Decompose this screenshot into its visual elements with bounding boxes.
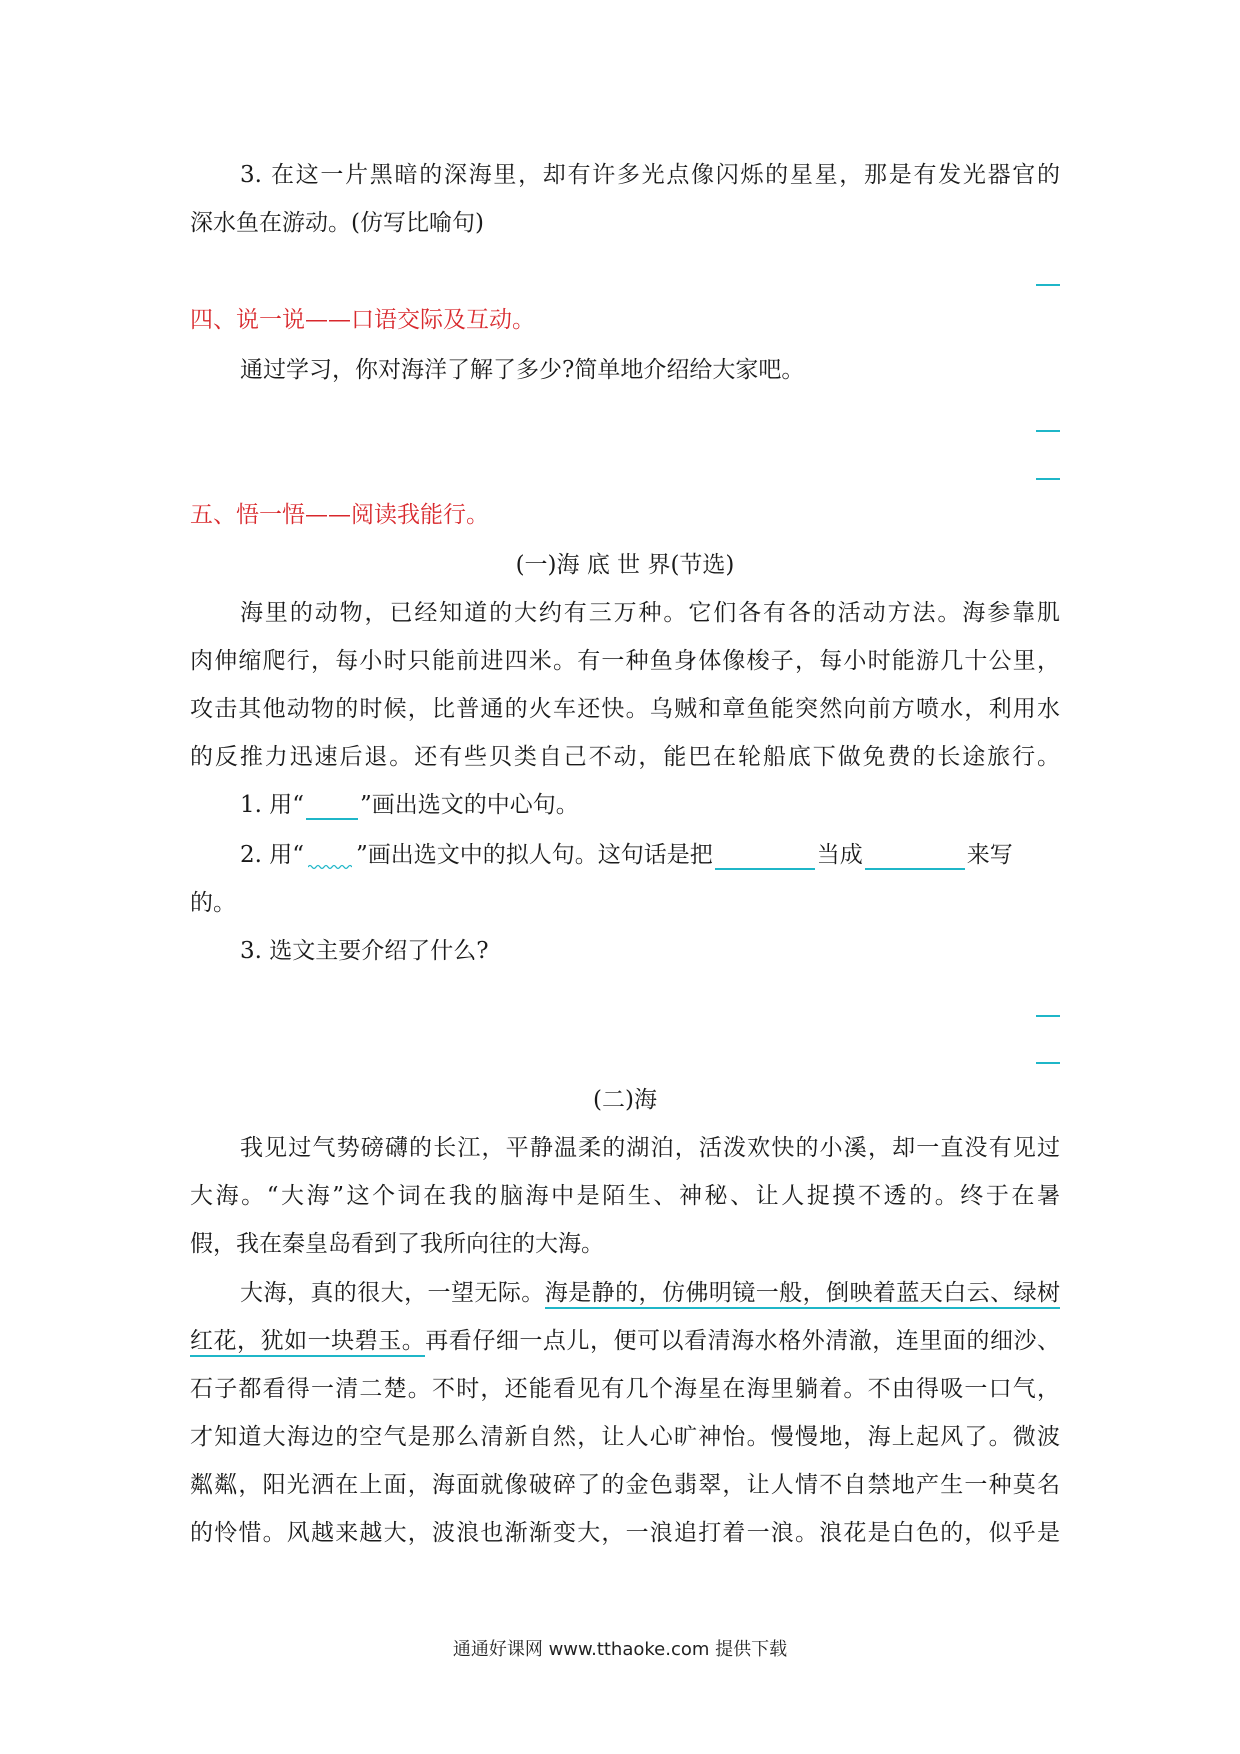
answer-blank-s4-2[interactable] xyxy=(1036,478,1060,480)
section-4-prompt: 通过学习，你对海洋了解了多少?简单地介绍给大家吧。 xyxy=(240,357,805,383)
passage-2-p2-line-3: 石子都看得一清二楚。不时，还能看见有几个海星在海里躺着。不由得吸一口气， xyxy=(190,1376,1060,1402)
p2-underlined-2: 红花，犹如一块碧玉。 xyxy=(190,1328,425,1357)
q2-dangcheng: 当成 xyxy=(816,842,863,868)
q2-before: 2. 用“ xyxy=(240,842,305,868)
passage-2-p2-line-4: 才知道大海边的空气是那么清新自然，让人心旷神怡。慢慢地，海上起风了。微波 xyxy=(190,1424,1060,1450)
passage-2-title: (二)海 xyxy=(593,1087,657,1113)
q2-laixie: 来写 xyxy=(966,842,1013,868)
q1-after: ”画出选文的中心句。 xyxy=(360,792,579,818)
passage-1-line-2: 肉伸缩爬行，每小时只能前进四米。有一种鱼身体像梭子，每小时能游几十公里， xyxy=(190,648,1060,674)
p2-start: 大海，真的很大，一望无际。 xyxy=(240,1280,545,1306)
p2-after-underline: 再看仔细一点儿，便可以看清海水格外清澈，连里面的细沙、 xyxy=(425,1328,1061,1354)
passage-1-title: (一)海 底 世 界(节选) xyxy=(515,552,735,578)
passage-2-p1-line-2: 大海。“大海”这个词在我的脑海中是陌生、神秘、让人捉摸不透的。终于在暑 xyxy=(190,1183,1060,1209)
passage-2-p2-line-6: 的怜惜。风越来越大，波浪也渐渐变大，一浪追打着一浪。浪花是白色的，似乎是 xyxy=(190,1520,1060,1546)
passage-2-p1-line-1: 我见过气势磅礴的长江，平静温柔的湖泊，活泼欢快的小溪，却一直没有见过 xyxy=(240,1135,1060,1161)
q3-line-2: 深水鱼在游动。(仿写比喻句) xyxy=(190,210,484,236)
section-4-heading: 四、说一说——口语交际及互动。 xyxy=(190,307,535,333)
passage-1-q2-line-2: 的。 xyxy=(190,890,236,916)
p2-underlined-1: 海是静的，仿佛明镜一般，倒映着蓝天白云、绿树 xyxy=(545,1280,1060,1309)
passage-2-p2-line-5: 粼粼，阳光洒在上面，海面就像破碎了的金色翡翠，让人情不自禁地产生一种莫名 xyxy=(190,1472,1060,1498)
passage-2-p2-line-1 xyxy=(240,1278,1060,1308)
answer-blank-s4-1[interactable] xyxy=(1036,430,1060,432)
q1-before: 1. 用“ xyxy=(240,792,305,818)
passage-1-q1 xyxy=(240,790,1060,820)
passage-2-p1-line-3: 假，我在秦皇岛看到了我所向往的大海。 xyxy=(190,1231,604,1257)
answer-blank-p1q3-2[interactable] xyxy=(1036,1062,1060,1064)
answer-blank-p1q3-1[interactable] xyxy=(1036,1015,1060,1017)
q2-middle: ”画出选文中的拟人句。这句话是把 xyxy=(356,842,713,868)
passage-1-line-1: 海里的动物，已经知道的大约有三万种。它们各有各的活动方法。海参靠肌 xyxy=(240,600,1060,626)
passage-2-p2-line-2 xyxy=(190,1326,1060,1356)
answer-blank-q3[interactable] xyxy=(1036,284,1060,286)
answer-blank-q2-a[interactable] xyxy=(715,844,815,870)
answer-blank-q2-b[interactable] xyxy=(865,844,965,870)
passage-1-q3: 3. 选文主要介绍了什么? xyxy=(240,938,489,964)
wavy-underline-sample xyxy=(304,846,356,870)
straight-underline-sample xyxy=(306,794,358,820)
passage-1-line-3: 攻击其他动物的时候，比普通的火车还快。乌贼和章鱼能突然向前方喷水，利用水 xyxy=(190,696,1060,722)
passage-1-q2 xyxy=(240,840,1060,870)
page-footer: 通通好课网 www.tthaoke.com 提供下载 xyxy=(452,1639,788,1660)
section-5-heading: 五、悟一悟——阅读我能行。 xyxy=(190,502,489,528)
q3-line-1: 3. 在这一片黑暗的深海里，却有许多光点像闪烁的星星，那是有发光器官的 xyxy=(240,162,1060,188)
passage-1-line-4: 的反推力迅速后退。还有些贝类自己不动，能巴在轮船底下做免费的长途旅行。 xyxy=(190,744,1060,770)
